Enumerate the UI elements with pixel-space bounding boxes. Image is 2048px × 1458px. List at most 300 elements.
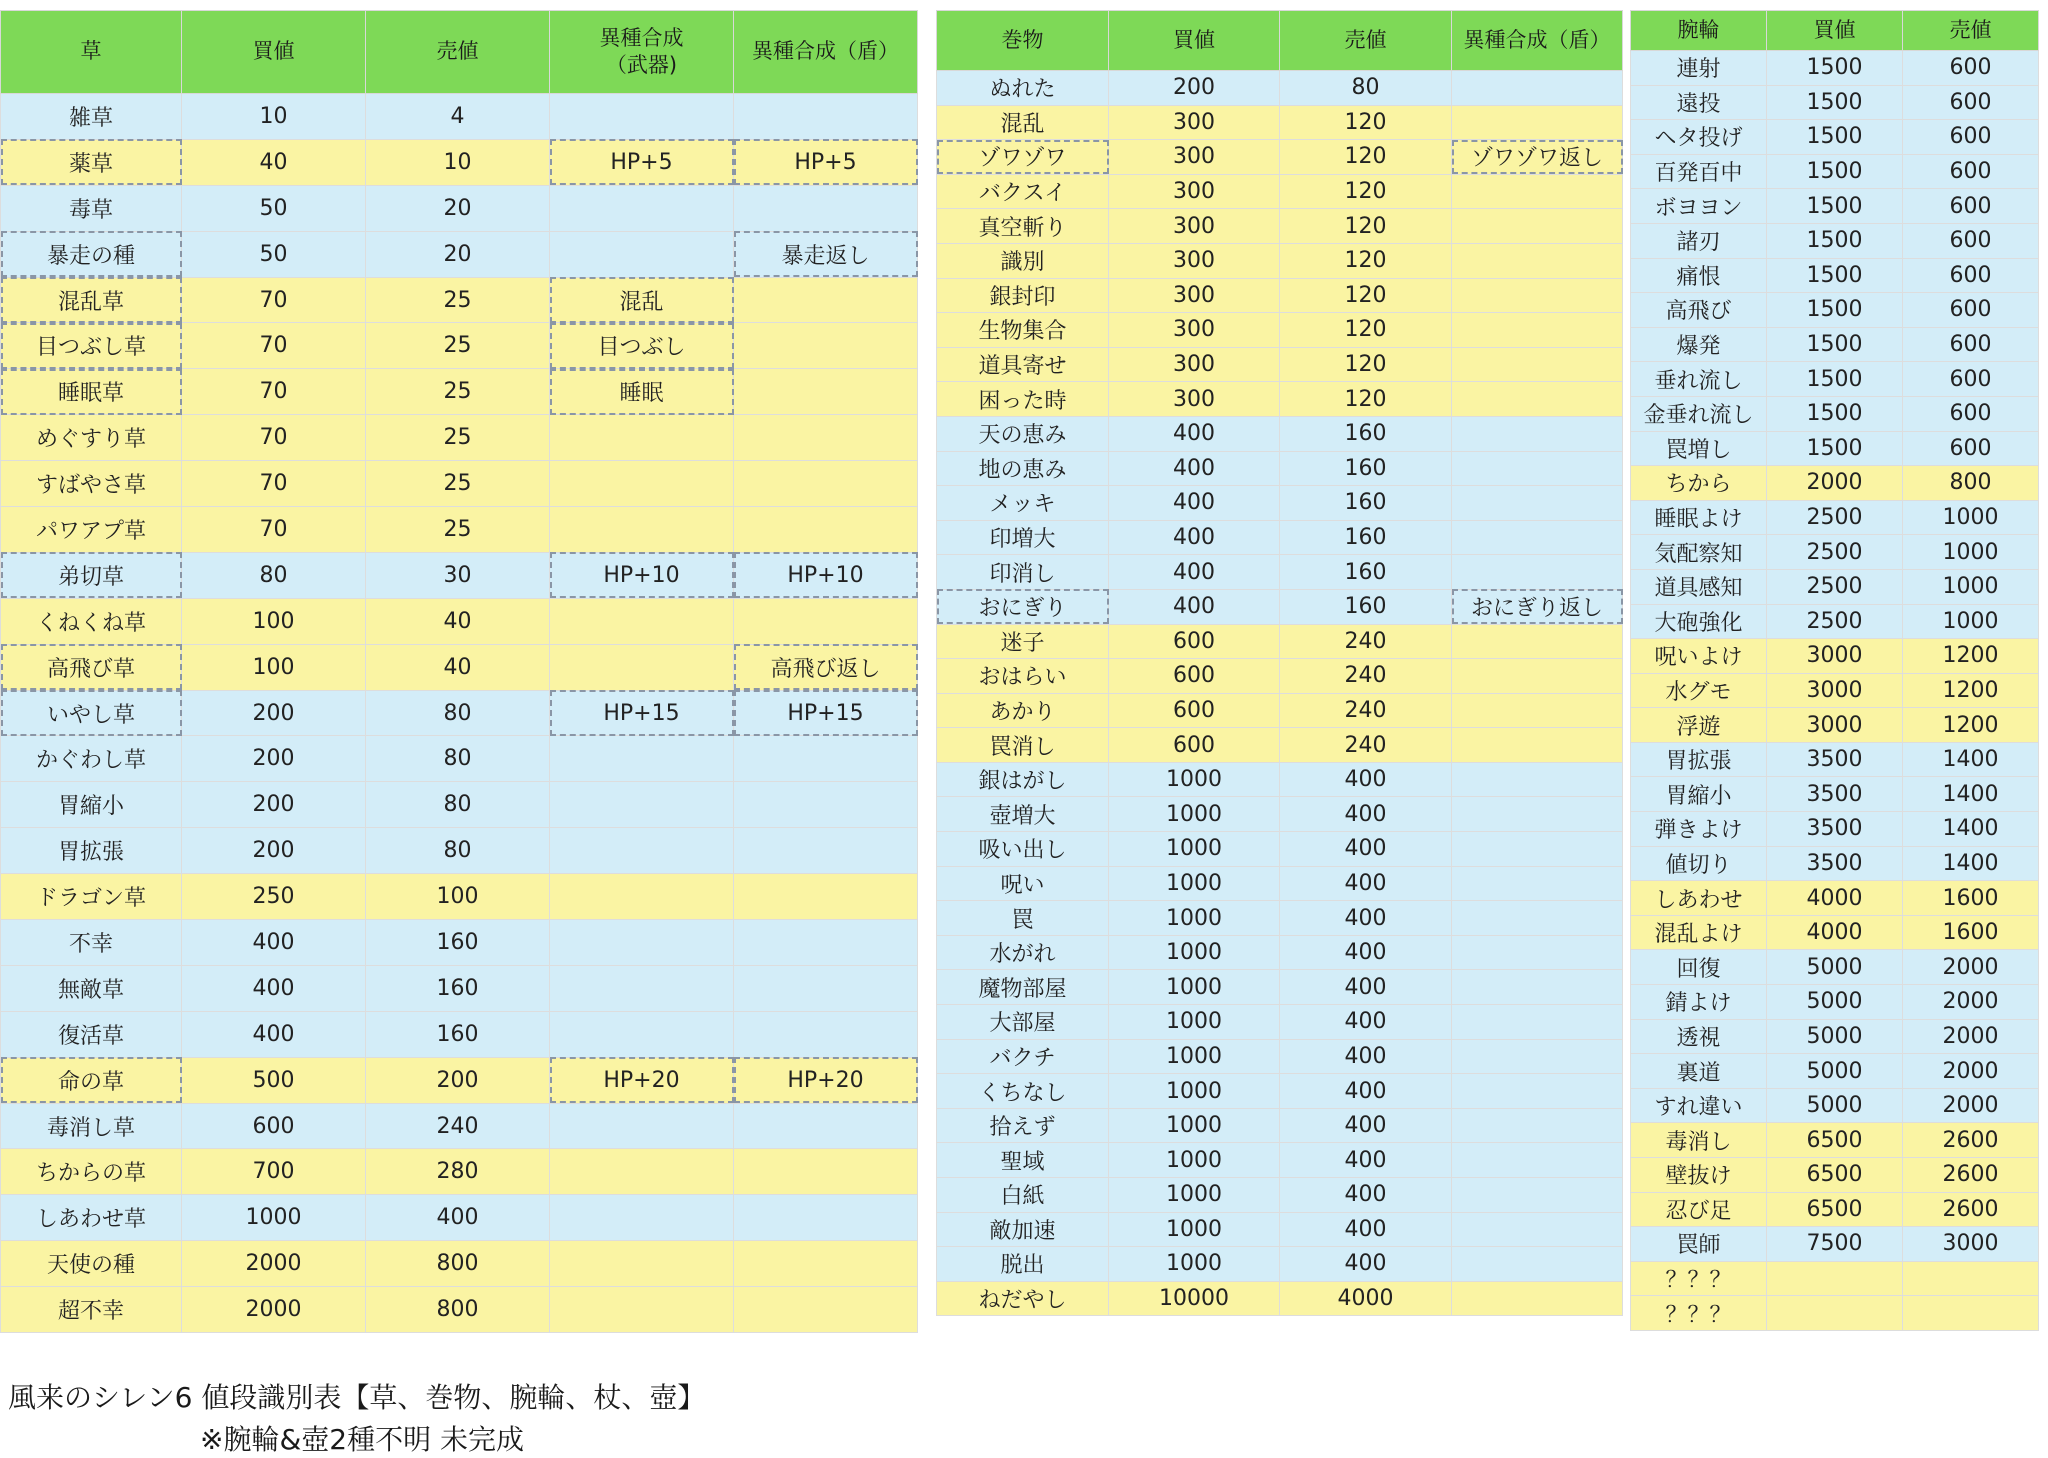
value-cell: 20	[366, 231, 550, 277]
value-cell: 1500	[1767, 396, 1903, 431]
table-row	[937, 797, 1623, 832]
column-header: 異種合成 （武器)	[550, 11, 734, 94]
value-cell: 40	[182, 139, 366, 185]
item-name-cell: 睡眠草	[1, 369, 182, 415]
value-cell: 睡眠	[550, 369, 734, 415]
item-name-cell: 無敵草	[1, 965, 182, 1011]
value-cell: 400	[1109, 451, 1280, 486]
table-row	[1631, 535, 2039, 570]
table-row	[937, 728, 1623, 763]
value-cell: 600	[1903, 120, 2039, 155]
value-cell: 400	[1280, 1212, 1452, 1247]
table-row	[1631, 708, 2039, 743]
table-row	[1631, 639, 2039, 674]
table-row	[1, 1011, 918, 1057]
value-cell	[1767, 1296, 1903, 1331]
value-cell: HP+5	[734, 139, 918, 185]
item-name-cell: 真空斬り	[937, 209, 1109, 244]
value-cell	[550, 598, 734, 644]
column-header: 異種合成（盾）	[1452, 11, 1623, 71]
value-cell: 1000	[1903, 569, 2039, 604]
table-row	[937, 1039, 1623, 1074]
item-name-cell: 呪い	[937, 866, 1109, 901]
value-cell	[550, 1287, 734, 1333]
value-cell: 25	[366, 507, 550, 553]
value-cell: 240	[1280, 693, 1452, 728]
item-name-cell: ヘタ投げ	[1631, 120, 1767, 155]
value-cell: 400	[1280, 1039, 1452, 1074]
item-name-cell: 気配察知	[1631, 535, 1767, 570]
value-cell: 4000	[1767, 915, 1903, 950]
value-cell: 280	[366, 1149, 550, 1195]
value-cell	[1452, 347, 1623, 382]
value-cell: HP+10	[734, 552, 918, 598]
table-row	[1631, 327, 2039, 362]
value-cell	[1452, 209, 1623, 244]
value-cell: 80	[182, 552, 366, 598]
value-cell: 600	[1903, 431, 2039, 466]
column-header: 買値	[1767, 11, 1903, 51]
value-cell: 25	[366, 415, 550, 461]
value-cell: 400	[1280, 935, 1452, 970]
value-cell: 1400	[1903, 846, 2039, 881]
item-name-cell: ？？？	[1631, 1296, 1767, 1331]
value-cell	[1452, 659, 1623, 694]
item-name-cell: 印増大	[937, 520, 1109, 555]
table-row	[1, 782, 918, 828]
value-cell: 2500	[1767, 500, 1903, 535]
value-cell: 1500	[1767, 120, 1903, 155]
value-cell: 100	[182, 644, 366, 690]
item-name-cell: 罠増し	[1631, 431, 1767, 466]
table-row	[1, 965, 918, 1011]
table-row	[937, 416, 1623, 451]
table-row	[1631, 569, 2039, 604]
value-cell: 2500	[1767, 535, 1903, 570]
value-cell: 200	[182, 828, 366, 874]
value-cell: 600	[1903, 258, 2039, 293]
value-cell	[734, 461, 918, 507]
value-cell	[550, 920, 734, 966]
value-cell	[734, 1195, 918, 1241]
item-name-cell: 魔物部屋	[937, 970, 1109, 1005]
value-cell	[550, 828, 734, 874]
item-name-cell: 罠師	[1631, 1227, 1767, 1262]
table-row	[937, 520, 1623, 555]
value-cell	[1452, 313, 1623, 348]
value-cell: 100	[182, 598, 366, 644]
item-name-cell: 毒消し草	[1, 1103, 182, 1149]
value-cell: 200	[366, 1057, 550, 1103]
item-name-cell: 高飛び	[1631, 293, 1767, 328]
value-cell: 1000	[1109, 901, 1280, 936]
value-cell: 30	[366, 552, 550, 598]
value-cell: 3500	[1767, 846, 1903, 881]
item-name-cell: しあわせ草	[1, 1195, 182, 1241]
value-cell: 120	[1280, 313, 1452, 348]
item-name-cell: 拾えず	[937, 1108, 1109, 1143]
value-cell: 5000	[1767, 1088, 1903, 1123]
item-name-cell: 識別	[937, 243, 1109, 278]
value-cell	[550, 1149, 734, 1195]
value-cell: 80	[366, 736, 550, 782]
value-cell: 1000	[1109, 1247, 1280, 1282]
value-cell	[1452, 832, 1623, 867]
value-cell: 100	[366, 874, 550, 920]
table-row	[937, 1108, 1623, 1143]
value-cell: 2600	[1903, 1158, 2039, 1193]
value-cell	[550, 644, 734, 690]
value-cell	[734, 415, 918, 461]
item-name-cell: 爆発	[1631, 327, 1767, 362]
item-name-cell: あかり	[937, 693, 1109, 728]
item-name-cell: メッキ	[937, 486, 1109, 521]
bracelet-price-table	[1630, 10, 2039, 1331]
table-row	[937, 693, 1623, 728]
value-cell: 600	[182, 1103, 366, 1149]
value-cell: 1000	[1903, 500, 2039, 535]
item-name-cell: 罠消し	[937, 728, 1109, 763]
value-cell	[734, 277, 918, 323]
item-name-cell: 胃縮小	[1631, 777, 1767, 812]
value-cell: 25	[366, 277, 550, 323]
value-cell: 2000	[1903, 985, 2039, 1020]
item-name-cell: 復活草	[1, 1011, 182, 1057]
item-name-cell: 毒消し	[1631, 1123, 1767, 1158]
value-cell: 1500	[1767, 327, 1903, 362]
value-cell	[1767, 1261, 1903, 1296]
table-row	[1631, 1296, 2039, 1331]
value-cell: 400	[1280, 901, 1452, 936]
value-cell: 50	[182, 231, 366, 277]
value-cell: 400	[1280, 762, 1452, 797]
item-name-cell: 呪いよけ	[1631, 639, 1767, 674]
value-cell	[734, 598, 918, 644]
value-cell: 5000	[1767, 985, 1903, 1020]
item-name-cell: くねくね草	[1, 598, 182, 644]
table-row	[937, 1005, 1623, 1040]
item-name-cell: 印消し	[937, 555, 1109, 590]
value-cell	[1452, 1143, 1623, 1178]
item-name-cell: バクチ	[937, 1039, 1109, 1074]
item-name-cell: しあわせ	[1631, 881, 1767, 916]
value-cell: 10000	[1109, 1281, 1280, 1316]
value-cell: 200	[182, 736, 366, 782]
value-cell: 4000	[1767, 881, 1903, 916]
value-cell: 120	[1280, 278, 1452, 313]
value-cell	[1452, 1281, 1623, 1316]
value-cell: 400	[1280, 970, 1452, 1005]
table-row	[1631, 293, 2039, 328]
table-row	[1, 1149, 918, 1195]
value-cell	[1452, 174, 1623, 209]
item-name-cell: 回復	[1631, 950, 1767, 985]
table-row	[937, 1074, 1623, 1109]
item-name-cell: 混乱よけ	[1631, 915, 1767, 950]
item-name-cell: 大砲強化	[1631, 604, 1767, 639]
item-name-cell: 水がれ	[937, 935, 1109, 970]
value-cell: 1000	[1109, 797, 1280, 832]
value-cell	[1452, 243, 1623, 278]
value-cell: HP+15	[550, 690, 734, 736]
column-header: 腕輪	[1631, 11, 1767, 51]
value-cell: 160	[366, 920, 550, 966]
table-row	[937, 555, 1623, 590]
value-cell: 300	[1109, 174, 1280, 209]
value-cell: 25	[366, 369, 550, 415]
item-name-cell: 連射	[1631, 51, 1767, 86]
value-cell: 1500	[1767, 189, 1903, 224]
table-row	[1, 415, 918, 461]
table-row	[1631, 258, 2039, 293]
value-cell	[550, 1195, 734, 1241]
value-cell: 70	[182, 415, 366, 461]
value-cell: 10	[182, 94, 366, 140]
table-row	[937, 624, 1623, 659]
value-cell: 300	[1109, 140, 1280, 175]
value-cell: 6500	[1767, 1123, 1903, 1158]
value-cell: 25	[366, 461, 550, 507]
table-row	[1631, 223, 2039, 258]
table-row	[1631, 500, 2039, 535]
table-row	[937, 243, 1623, 278]
value-cell: 500	[182, 1057, 366, 1103]
value-cell: 400	[1280, 1074, 1452, 1109]
value-cell: 2000	[1767, 466, 1903, 501]
value-cell: 2000	[1903, 1019, 2039, 1054]
value-cell: 4000	[1280, 1281, 1452, 1316]
scroll-price-table	[936, 10, 1623, 1316]
value-cell: 400	[1109, 555, 1280, 590]
value-cell: 70	[182, 277, 366, 323]
value-cell: 800	[1903, 466, 2039, 501]
table-row	[1631, 742, 2039, 777]
value-cell	[1452, 762, 1623, 797]
table-row	[1631, 673, 2039, 708]
value-cell: 120	[1280, 382, 1452, 417]
value-cell: 400	[1280, 1005, 1452, 1040]
table-row	[937, 174, 1623, 209]
value-cell	[1452, 693, 1623, 728]
table-row	[1, 1195, 918, 1241]
value-cell	[734, 920, 918, 966]
value-cell: ゾワゾワ返し	[1452, 140, 1623, 175]
value-cell: 400	[1280, 1108, 1452, 1143]
item-name-cell: 不幸	[1, 920, 182, 966]
table-row	[937, 451, 1623, 486]
header-row	[1, 11, 918, 94]
value-cell: 80	[366, 828, 550, 874]
value-cell	[550, 1241, 734, 1287]
value-cell: 400	[366, 1195, 550, 1241]
item-name-cell: 脱出	[937, 1247, 1109, 1282]
table-row	[1631, 189, 2039, 224]
table-row	[1631, 846, 2039, 881]
table-row	[1631, 1192, 2039, 1227]
table-row	[1, 94, 918, 140]
table-row	[937, 589, 1623, 624]
value-cell: 400	[1109, 416, 1280, 451]
value-cell: 160	[1280, 520, 1452, 555]
value-cell: 1000	[1109, 1108, 1280, 1143]
item-name-cell: 雑草	[1, 94, 182, 140]
table-row	[1631, 1227, 2039, 1262]
table-row	[1631, 51, 2039, 86]
value-cell: 50	[182, 185, 366, 231]
table-row	[1, 644, 918, 690]
value-cell: 700	[182, 1149, 366, 1195]
value-cell: 600	[1109, 693, 1280, 728]
value-cell: 1600	[1903, 915, 2039, 950]
value-cell: 600	[1109, 659, 1280, 694]
value-cell: 80	[1280, 71, 1452, 106]
value-cell: 40	[366, 598, 550, 644]
value-cell: 120	[1280, 243, 1452, 278]
item-name-cell: 銀封印	[937, 278, 1109, 313]
value-cell: 200	[182, 690, 366, 736]
value-cell: 1000	[1109, 762, 1280, 797]
item-name-cell: 道具感知	[1631, 569, 1767, 604]
table-row	[1631, 1123, 2039, 1158]
table-row	[937, 970, 1623, 1005]
table-row	[1, 369, 918, 415]
item-name-cell: 痛恨	[1631, 258, 1767, 293]
value-cell: 高飛び返し	[734, 644, 918, 690]
value-cell: 1400	[1903, 812, 2039, 847]
value-cell	[1452, 451, 1623, 486]
column-header: 異種合成（盾）	[734, 11, 918, 94]
item-name-cell: 胃拡張	[1, 828, 182, 874]
value-cell: 3000	[1767, 673, 1903, 708]
value-cell: 1000	[1903, 535, 2039, 570]
table-row	[1631, 604, 2039, 639]
value-cell: 10	[366, 139, 550, 185]
value-cell	[1452, 1178, 1623, 1213]
value-cell: 6500	[1767, 1158, 1903, 1193]
table-row	[1, 1241, 918, 1287]
value-cell: 200	[1109, 71, 1280, 106]
value-cell: 2000	[182, 1287, 366, 1333]
value-cell	[550, 736, 734, 782]
value-cell: 160	[366, 965, 550, 1011]
value-cell: おにぎり返し	[1452, 589, 1623, 624]
table-row	[937, 866, 1623, 901]
value-cell: 1200	[1903, 639, 2039, 674]
item-name-cell: 垂れ流し	[1631, 362, 1767, 397]
value-cell: 2000	[1903, 1054, 2039, 1089]
item-name-cell: 忍び足	[1631, 1192, 1767, 1227]
value-cell: 600	[1903, 223, 2039, 258]
value-cell: 70	[182, 461, 366, 507]
item-name-cell: めぐすり草	[1, 415, 182, 461]
item-name-cell: 目つぶし草	[1, 323, 182, 369]
item-name-cell: 壺増大	[937, 797, 1109, 832]
item-name-cell: ？？？	[1631, 1261, 1767, 1296]
value-cell: 6500	[1767, 1192, 1903, 1227]
item-name-cell: 壁抜け	[1631, 1158, 1767, 1193]
value-cell: 混乱	[550, 277, 734, 323]
value-cell: 120	[1280, 347, 1452, 382]
table-row	[1631, 915, 2039, 950]
value-cell	[1903, 1296, 2039, 1331]
value-cell	[1903, 1261, 2039, 1296]
table-row	[937, 1143, 1623, 1178]
item-name-cell: ねだやし	[937, 1281, 1109, 1316]
value-cell: 2600	[1903, 1123, 2039, 1158]
item-name-cell: 混乱	[937, 105, 1109, 140]
table-row	[937, 1212, 1623, 1247]
item-name-cell: 混乱草	[1, 277, 182, 323]
item-name-cell: おにぎり	[937, 589, 1109, 624]
item-name-cell: 生物集合	[937, 313, 1109, 348]
item-name-cell: すばやさ草	[1, 461, 182, 507]
item-name-cell: 睡眠よけ	[1631, 500, 1767, 535]
item-name-cell: すれ違い	[1631, 1088, 1767, 1123]
value-cell	[1452, 278, 1623, 313]
table-row	[1631, 950, 2039, 985]
value-cell	[734, 1103, 918, 1149]
column-header: 買値	[1109, 11, 1280, 71]
value-cell: 3500	[1767, 777, 1903, 812]
item-name-cell: 天の恵み	[937, 416, 1109, 451]
value-cell: 5000	[1767, 950, 1903, 985]
value-cell	[550, 874, 734, 920]
column-header: 草	[1, 11, 182, 94]
item-name-cell: 水グモ	[1631, 673, 1767, 708]
value-cell	[1452, 1108, 1623, 1143]
value-cell: 160	[1280, 451, 1452, 486]
value-cell: 400	[1280, 1178, 1452, 1213]
value-cell	[1452, 520, 1623, 555]
value-cell: HP+15	[734, 690, 918, 736]
item-name-cell: 値切り	[1631, 846, 1767, 881]
value-cell: 1500	[1767, 293, 1903, 328]
value-cell: 400	[1280, 797, 1452, 832]
value-cell	[550, 507, 734, 553]
value-cell	[1452, 728, 1623, 763]
value-cell: 300	[1109, 382, 1280, 417]
table-row	[1631, 985, 2039, 1020]
item-name-cell: ちからの草	[1, 1149, 182, 1195]
value-cell	[734, 369, 918, 415]
value-cell: 400	[1109, 486, 1280, 521]
value-cell	[734, 323, 918, 369]
item-name-cell: 遠投	[1631, 85, 1767, 120]
value-cell: 1600	[1903, 881, 2039, 916]
table-row	[1, 690, 918, 736]
value-cell: 800	[366, 1287, 550, 1333]
value-cell: 7500	[1767, 1227, 1903, 1262]
table-row	[1631, 777, 2039, 812]
table-row	[1631, 1261, 2039, 1296]
item-name-cell: おはらい	[937, 659, 1109, 694]
grass-price-table	[0, 10, 918, 1333]
value-cell	[1452, 1212, 1623, 1247]
value-cell	[734, 94, 918, 140]
header-row	[937, 11, 1623, 71]
value-cell: 600	[1903, 362, 2039, 397]
table-row	[937, 1247, 1623, 1282]
header-row	[1631, 11, 2039, 51]
item-name-cell: 裏道	[1631, 1054, 1767, 1089]
item-name-cell: 敵加速	[937, 1212, 1109, 1247]
value-cell: 600	[1903, 51, 2039, 86]
value-cell: 120	[1280, 174, 1452, 209]
value-cell: 300	[1109, 209, 1280, 244]
table-row	[1631, 396, 2039, 431]
table-row	[1, 920, 918, 966]
value-cell	[734, 507, 918, 553]
